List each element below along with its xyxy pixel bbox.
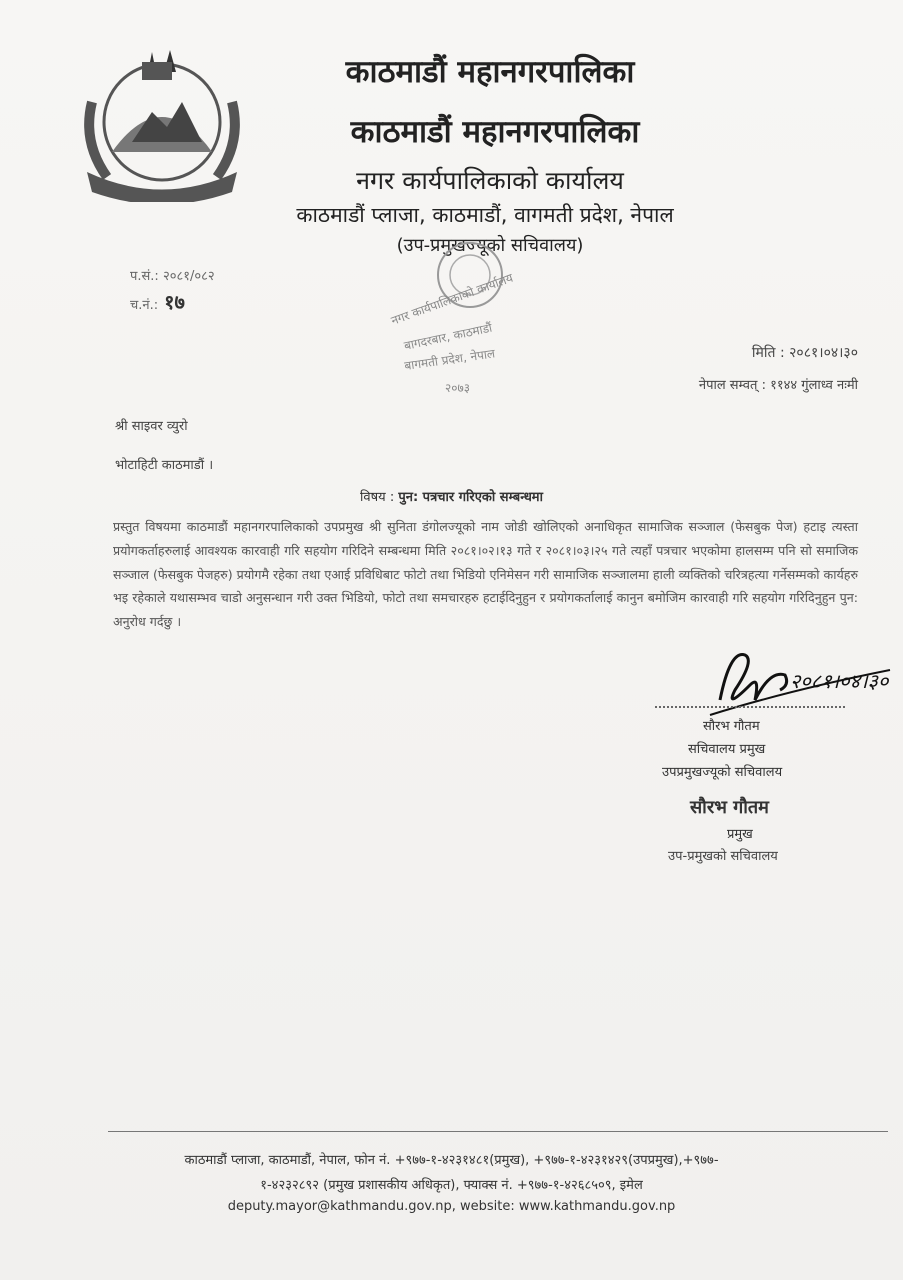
chalani-value: १७ (164, 290, 185, 314)
office-stamp (375, 230, 555, 400)
footer-contact-1: काठमाडौं प्लाजा, काठमाडौं, नेपाल, फोन नं. +९७७-१-४२३१४८१(प्रमुख), +९७७-१-४२३१४२९(उपप्रमुख),+९७७- (184, 1153, 719, 1168)
chalani-number (130, 288, 185, 315)
date-nepal-sambat: नेपाल सम्वत् : ११४४ गुंलाध्व नःमी (698, 378, 858, 393)
signature-date: २०८१।०४।३० (790, 669, 889, 693)
footer-contact-2: १-४२३२८९२ (प्रमुख प्रशासकीय अधिकृत), फ्याक्स नं. +९७७-१-४२६८५०९, इमेल (260, 1178, 643, 1193)
date-miti: मिति : २०८१।०४।३० (751, 345, 858, 361)
stamp-line-4: २०७३ (445, 381, 470, 395)
seal-title: प्रमुख (727, 827, 753, 842)
signatory-title: सचिवालय प्रमुख (688, 742, 766, 757)
stamp-line-3: बागमती प्रदेश, नेपाल (403, 346, 496, 373)
office-name: नगर कार्यपालिकाको कार्यालय (356, 166, 624, 195)
nepal-emblem-logo (72, 42, 252, 202)
signature-line (655, 706, 845, 708)
org-name: काठमाडौं महानगरपालिका (345, 54, 635, 90)
stamp-line-1: नगर कार्यपालिकाको कार्यालय (389, 270, 515, 328)
recipient-address: भोटाहिटी काठमाडौं । (115, 458, 214, 473)
office-address: काठमाडौं प्लाजा, काठमाडौं, वागमती प्रदेश, नेपाल (296, 203, 674, 227)
footer-divider (108, 1131, 888, 1132)
subject-line (0, 487, 903, 505)
signatory-office: उपप्रमुखज्यूको सचिवालय (662, 765, 783, 780)
seal-name: सौरभ गौतम (690, 797, 769, 818)
handwritten-signature (700, 630, 895, 725)
patra-sankhya: प.सं.: २०८१/०८२ (130, 269, 215, 284)
stamp-line-2: बागदरबार, काठमाडौं (402, 320, 494, 353)
subject-label: विषय : (360, 490, 395, 505)
recipient-name: श्री साइवर व्युरो (115, 419, 188, 434)
chalani-label: च.नं.: (130, 298, 159, 313)
org-name-newari: काठमाडौं महानगरपालिका (350, 114, 640, 150)
subject-text: पुन: पत्रचार गरिएको सम्बन्धमा (398, 490, 543, 505)
letter-body: प्रस्तुत विषयमा काठमाडौं महानगरपालिकाको उपप्रमुख श्री सुनिता डंगोलज्यूको नाम जोडी खोलिएको अनाधिकृत सामाजिक सञ्जाल (फेसबुक पेज) हटाइ त्यस्ता प्रयोगकर्ताहरुलाई आवश्यक कारवाही गरि सहयोग गरिदिने सम्बन्धमा मिति २०८१।०२।१३ गते र २०८१।०३।२५ गते त्यहाँ पत्रचार भएकोमा हालसम्म पनि सो समाजिक सञ्जाल (फेसबुक पेजहरु) प्रयोगमै रहेका तथा एआई प्रविधिबाट फोटो तथा भिडियो एनिमेसन गरी सामाजिक सञ्जालमा हाली व्यक्तिको चरित्रहत्या गर्नेसम्मको कार्यहरु भइ रहेकाले यथासम्भव चाडो अनुसन्धान गरी उक्त भिडियो, फोटो तथा समचारहरु हटाईदिनुहुन र प्रयोगकर्तालाई कानुन बमोजिम कारवाही गरि सहयोग गरिदिनुहुन पुन: अनुरोध गर्दछु । (113, 519, 858, 630)
footer-email-website: deputy.mayor@kathmandu.gov.np, website: www.kathmandu.gov.np (227, 1199, 676, 1214)
department-name: (उप-प्रमुखज्यूको सचिवालय) (396, 235, 584, 256)
seal-office: उप-प्रमुखको सचिवालय (668, 849, 778, 864)
signatory-name: सौरभ गौतम (703, 719, 760, 734)
